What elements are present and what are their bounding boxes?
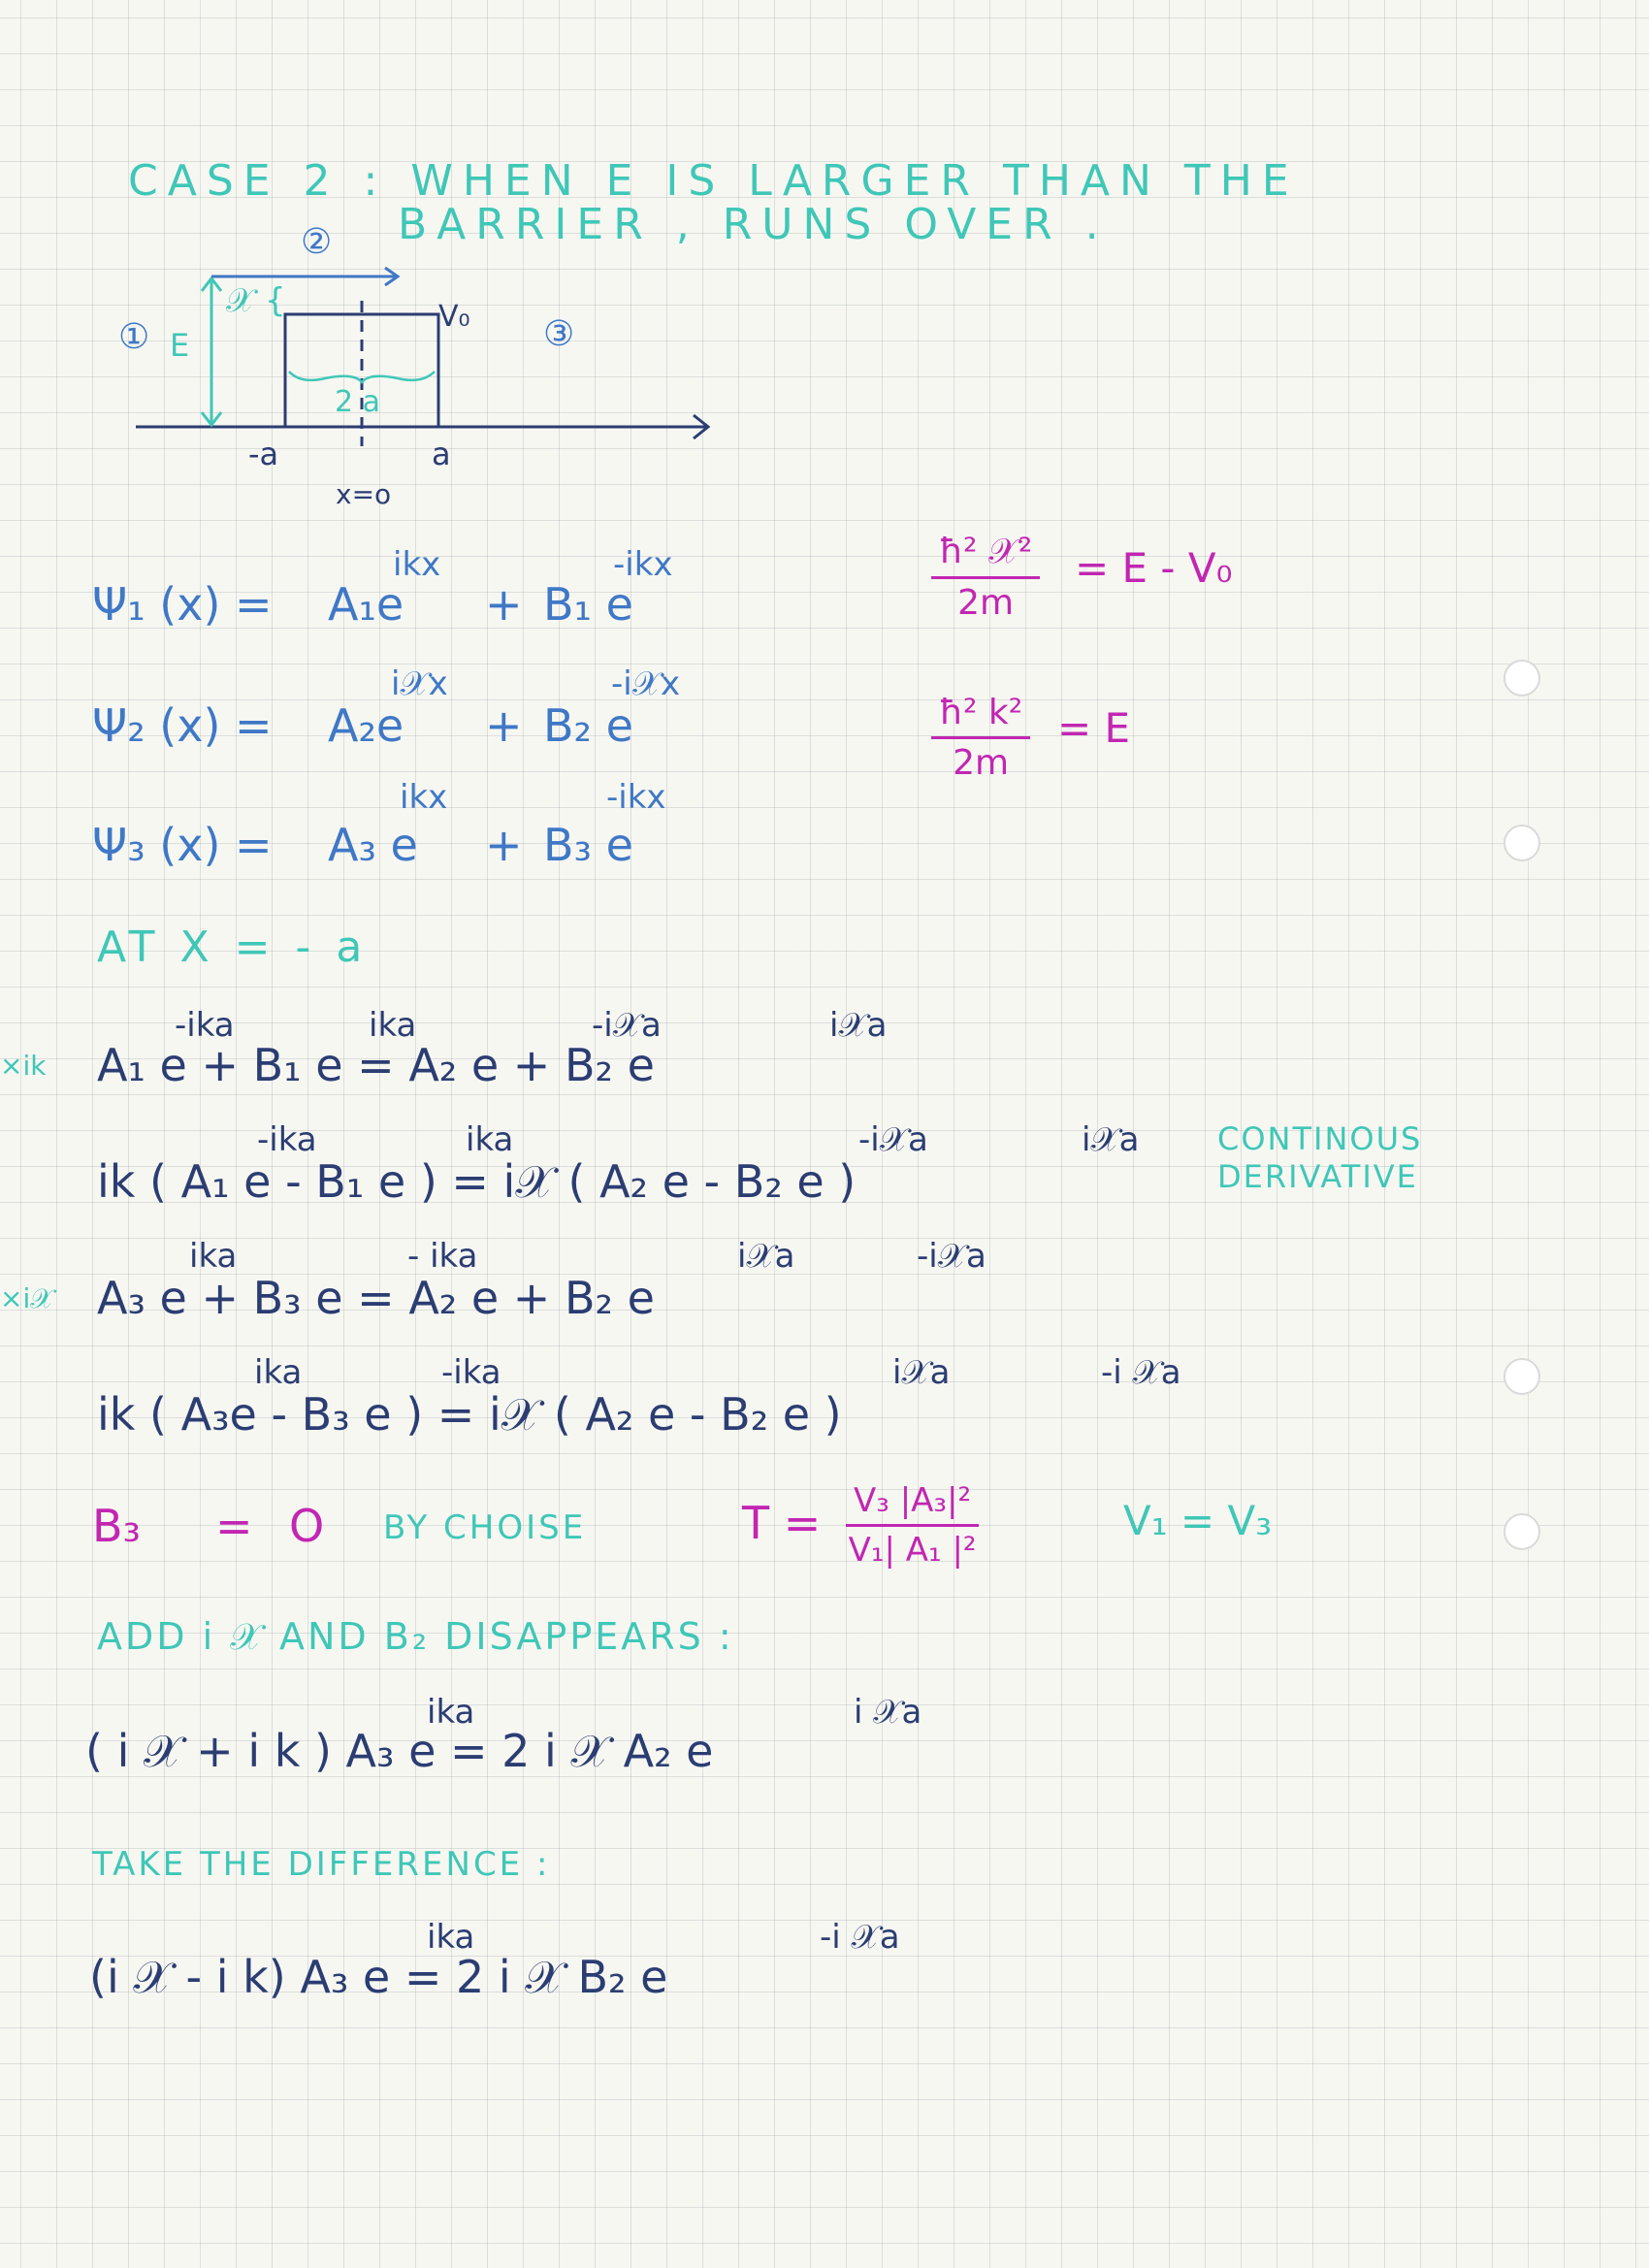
right-edge-label: a — [432, 436, 451, 472]
add-heading: ADD i 𝒳 AND B₂ DISAPPEARS : — [97, 1615, 734, 1658]
velocity-equality: V₁ = V₃ — [1123, 1497, 1273, 1544]
psi1-exp2: -ikx — [613, 545, 673, 584]
eq2-sup-3: -i𝒳a — [858, 1120, 928, 1159]
eq2-sup-4: i𝒳a — [1082, 1120, 1140, 1159]
page-title: CASE 2 : WHEN E IS LARGER THAN THE — [128, 156, 1299, 206]
eq3-sup-4: -i𝒳a — [917, 1237, 986, 1276]
boundary-eq-2: ik ( A₁ e - B₁ e ) = i𝒳 ( A₂ e - B₂ e ) — [97, 1155, 857, 1208]
transmission-numerator: V₃ |A₃|² — [846, 1481, 979, 1527]
binder-hole — [1504, 660, 1540, 697]
kappa-label: 𝒳 { — [226, 281, 286, 320]
sum-equation: ( i 𝒳 + i k ) A₃ e = 2 i 𝒳 A₂ e — [85, 1725, 714, 1777]
difference-heading: TAKE THE DIFFERENCE : — [92, 1845, 551, 1884]
continuous-note-line2: DERIVATIVE — [1217, 1158, 1418, 1195]
psi2-exp2: -i𝒳x — [611, 664, 681, 703]
b3-zero: O — [289, 1500, 325, 1552]
transmission-fraction — [846, 1481, 979, 1570]
eq3-sup-3: i𝒳a — [737, 1237, 795, 1276]
psi2-exp1: i𝒳x — [391, 664, 448, 703]
transmission-label: T = — [742, 1497, 822, 1549]
energy-relation-1-fraction — [931, 532, 1040, 623]
energy-relation-1-denominator: 2m — [957, 583, 1015, 623]
boundary-heading: AT X = - a — [97, 923, 369, 972]
psi3-term1: A₃ e — [328, 819, 418, 871]
eq1-sup-4: i𝒳a — [829, 1006, 888, 1045]
energy-relation-1-rhs: = E - V₀ — [1075, 544, 1233, 592]
energy-label: E — [170, 327, 190, 364]
eq1-multiplier: ×ik — [0, 1050, 47, 1082]
eq4-sup-3: i𝒳a — [892, 1353, 951, 1392]
region-2-label: ② — [301, 222, 333, 262]
origin-label: x=o — [336, 478, 392, 510]
eq4-sup-4: -i 𝒳a — [1101, 1353, 1181, 1392]
left-edge-label: -a — [248, 436, 279, 472]
psi2-term2: B₂ e — [543, 699, 633, 752]
sum-sup-1: ika — [427, 1693, 475, 1732]
eq3-sup-1: ika — [189, 1237, 238, 1276]
transmission-denominator: V₁| A₁ |² — [848, 1531, 977, 1570]
psi3-exp1: ikx — [400, 778, 448, 817]
page-subtitle: BARRIER , RUNS OVER . — [398, 200, 1109, 249]
psi2-term1: A₂e — [328, 699, 404, 752]
region-3-label: ③ — [543, 314, 575, 354]
psi3-plus: + — [485, 819, 523, 871]
width-label: 2 a — [335, 385, 381, 419]
eq3-multiplier: ×i𝒳 — [0, 1282, 54, 1314]
diff-sup-2: -i 𝒳a — [820, 1918, 900, 1957]
b3-note: BY CHOISE — [383, 1508, 587, 1547]
eq4-sup-2: -ika — [441, 1353, 501, 1392]
psi1-exp1: ikx — [393, 545, 441, 584]
binder-hole — [1504, 1358, 1540, 1395]
boundary-eq-4: ik ( A₃e - B₃ e ) = i𝒳 ( A₂ e - B₂ e ) — [97, 1388, 842, 1441]
diff-sup-1: ika — [427, 1918, 475, 1957]
psi1-lhs: Ψ₁ (x) = — [92, 578, 273, 631]
psi1-term1: A₁e — [328, 578, 404, 631]
eq2-sup-2: ika — [466, 1120, 514, 1159]
psi3-term2: B₃ e — [543, 819, 633, 871]
psi2-plus: + — [485, 699, 523, 752]
region-1-label: ① — [118, 317, 150, 357]
eq1-sup-1: -ika — [175, 1006, 235, 1045]
boundary-eq-3: A₃ e + B₃ e = A₂ e + B₂ e — [97, 1272, 655, 1324]
eq4-sup-1: ika — [254, 1353, 303, 1392]
binder-hole — [1504, 825, 1540, 861]
difference-equation: (i 𝒳 - i k) A₃ e = 2 i 𝒳 B₂ e — [89, 1951, 668, 2003]
binder-hole — [1504, 1513, 1540, 1550]
v0-label: V₀ — [438, 300, 470, 334]
sum-sup-2: i 𝒳a — [854, 1693, 922, 1732]
eq3-sup-2: - ika — [407, 1237, 478, 1276]
psi3-exp2: -ikx — [606, 778, 666, 817]
eq1-sup-3: -i𝒳a — [592, 1006, 662, 1045]
energy-relation-1-numerator: ħ² 𝒳² — [931, 532, 1040, 579]
boundary-eq-1: A₁ e + B₁ e = A₂ e + B₂ e — [97, 1039, 655, 1091]
eq2-sup-1: -ika — [257, 1120, 317, 1159]
energy-relation-2-numerator: ħ² k² — [931, 693, 1030, 739]
b3-symbol: B₃ — [92, 1500, 141, 1552]
psi1-plus: + — [485, 578, 523, 631]
psi3-lhs: Ψ₃ (x) = — [92, 819, 273, 871]
b3-equals: = — [215, 1500, 253, 1552]
energy-relation-2-fraction — [931, 693, 1030, 783]
barrier-diagram — [107, 223, 728, 514]
eq1-sup-2: ika — [369, 1006, 417, 1045]
width-brace — [289, 372, 435, 382]
energy-relation-2-denominator: 2m — [953, 743, 1010, 783]
energy-relation-2-rhs: = E — [1057, 704, 1131, 752]
continuous-note-line1: CONTINOUS — [1217, 1120, 1423, 1157]
psi1-term2: B₁ e — [543, 578, 633, 631]
psi2-lhs: Ψ₂ (x) = — [92, 699, 273, 752]
